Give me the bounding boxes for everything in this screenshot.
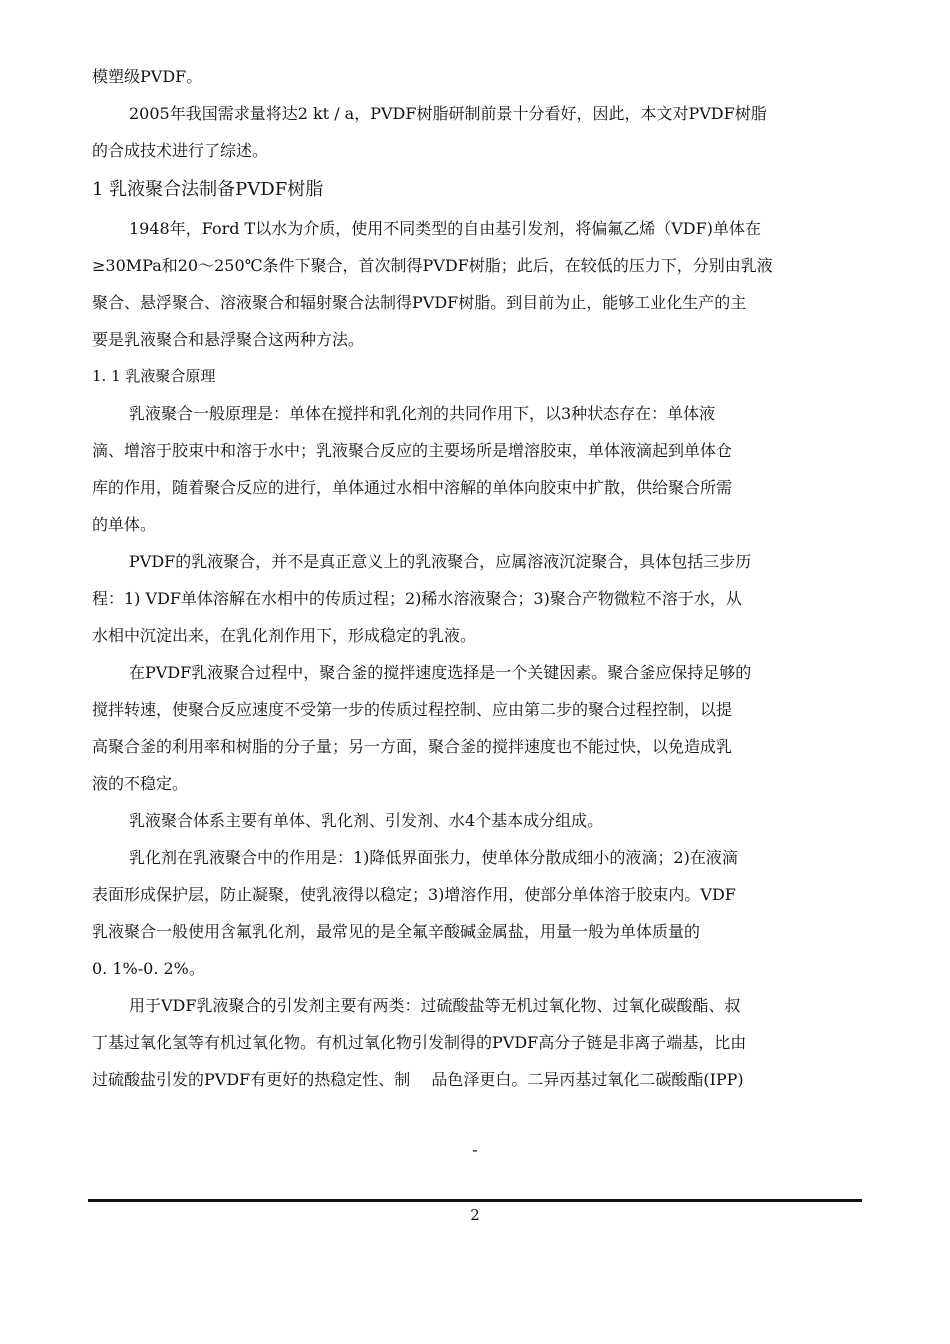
text-line: 乳液聚合一般原理是：单体在搅拌和乳化剂的共同作用下，以3种状态存在：单体液 bbox=[129, 404, 716, 423]
text-line: 要是乳液聚合和悬浮聚合这两种方法。 bbox=[92, 330, 365, 349]
text-line: 模塑级PVDF。 bbox=[92, 67, 203, 86]
text-line: 搅拌转速，使聚合反应速度不受第一步的传质过程控制、应由第二步的聚合过程控制，以提 bbox=[92, 700, 733, 719]
text-line: 的单体。 bbox=[92, 515, 157, 534]
text-line: 液的不稳定。 bbox=[92, 774, 189, 793]
document-body bbox=[92, 58, 860, 1098]
text-line: 乳化剂在乳液聚合中的作用是：1)降低界面张力，使单体分散成细小的液滴；2)在液滴 bbox=[129, 848, 738, 867]
text-line: 0. 1%-0. 2%。 bbox=[92, 959, 205, 978]
text-line: 乳液聚合一般使用含氟乳化剂，最常见的是全氟辛酸碱金属盐，用量一般为单体质量的 bbox=[92, 922, 701, 941]
text-line: 过硫酸盐引发的PVDF有更好的热稳定性、制 品色泽更白。二异丙基过氧化二碳酸酯(IPP) bbox=[92, 1070, 744, 1089]
text-line: 水相中沉淀出来，在乳化剂作用下，形成稳定的乳液。 bbox=[92, 626, 477, 645]
text-line: 1948年，Ford T以水为介质，使用不同类型的自由基引发剂，将偏氟乙烯（VDF)单体在 bbox=[129, 219, 761, 238]
text-line: 2005年我国需求量将达2 kt / a，PVDF树脂研制前景十分看好，因此，本文对PVDF树脂 bbox=[129, 104, 767, 123]
footer-rule bbox=[88, 1199, 862, 1202]
subsection-heading: 1. 1 乳液聚合原理 bbox=[92, 367, 216, 385]
page-dash: - bbox=[472, 1140, 478, 1159]
page-number: 2 bbox=[470, 1206, 480, 1224]
text-line: 表面形成保护层，防止凝聚，使乳液得以稳定；3)增溶作用，使部分单体溶于胶束内。VDF bbox=[92, 885, 736, 904]
text-line: 用于VDF乳液聚合的引发剂主要有两类：过硫酸盐等无机过氧化物、过氧化碳酸酯、叔 bbox=[129, 996, 741, 1015]
text-line: PVDF的乳液聚合，并不是真正意义上的乳液聚合，应属溶液沉淀聚合，具体包括三步历 bbox=[129, 552, 752, 571]
text-line: 丁基过氧化氢等有机过氧化物。有机过氧化物引发制得的PVDF高分子链是非离子端基，比由 bbox=[92, 1033, 747, 1052]
text-line: 聚合、悬浮聚合、溶液聚合和辐射聚合法制得PVDF树脂。到目前为止，能够工业化生产的主 bbox=[92, 293, 747, 312]
text-line: 在PVDF乳液聚合过程中，聚合釜的搅拌速度选择是一个关键因素。聚合釜应保持足够的 bbox=[129, 663, 752, 682]
text-line: 乳液聚合体系主要有单体、乳化剂、引发剂、水4个基本成分组成。 bbox=[129, 811, 604, 830]
text-line: 滴、增溶于胶束中和溶于水中；乳液聚合反应的主要场所是增溶胶束，单体液滴起到单体仓 bbox=[92, 441, 733, 460]
text-line: 高聚合釜的利用率和树脂的分子量；另一方面，聚合釜的搅拌速度也不能过快，以免造成乳 bbox=[92, 737, 733, 756]
text-line: 库的作用，随着聚合反应的进行，单体通过水相中溶解的单体向胶束中扩散，供给聚合所需 bbox=[92, 478, 733, 497]
text-line: 的合成技术进行了综述。 bbox=[92, 141, 269, 160]
text-line: 程：1) VDF单体溶解在水相中的传质过程；2)稀水溶液聚合；3)聚合产物微粒不溶于水，从 bbox=[92, 589, 742, 608]
text-line: ≥30MPa和20～250℃条件下聚合，首次制得PVDF树脂；此后，在较低的压力下，分别由乳液 bbox=[92, 256, 773, 275]
section-heading: 1 乳液聚合法制备PVDF树脂 bbox=[92, 179, 324, 200]
